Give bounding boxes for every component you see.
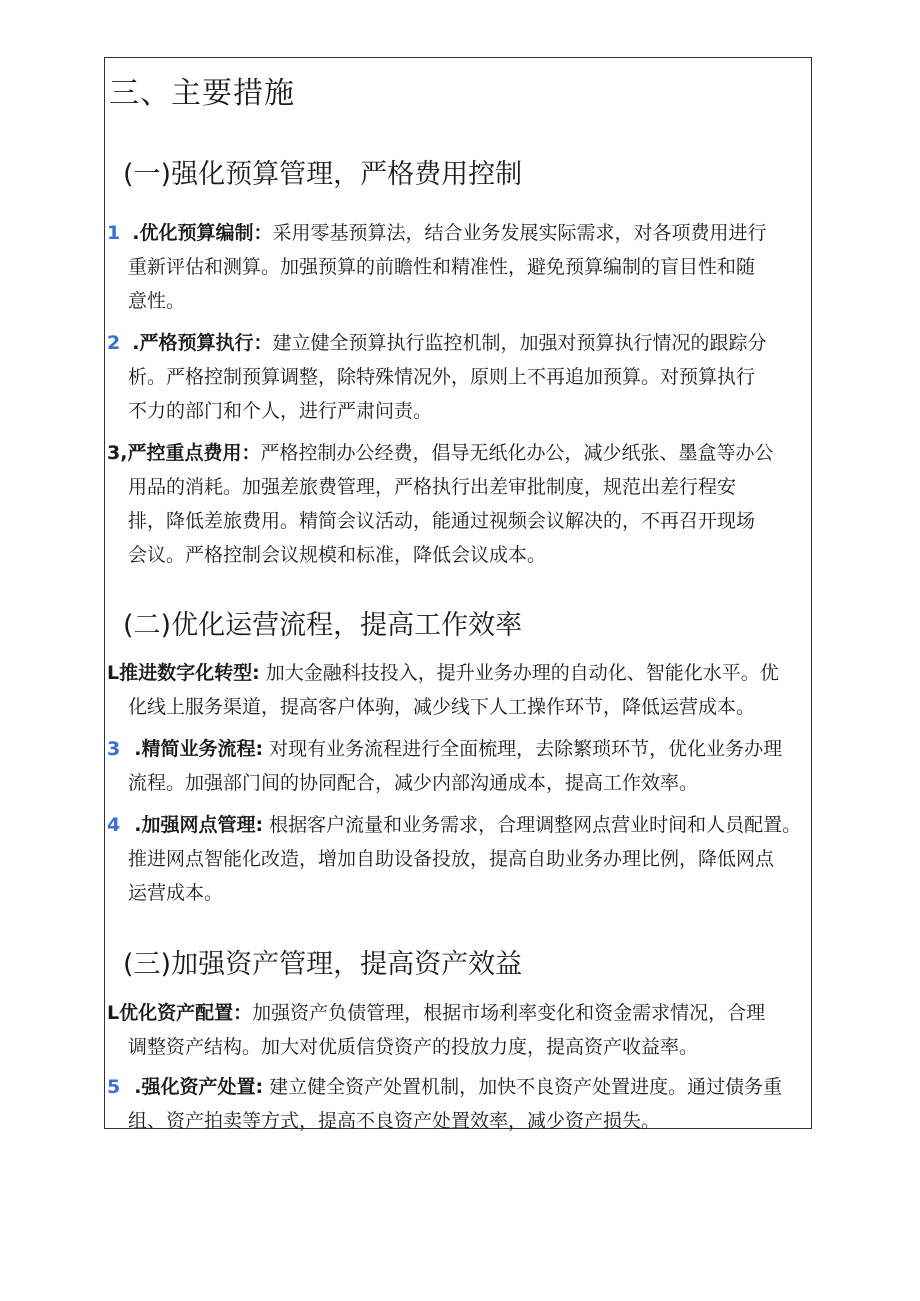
section-title: 三、主要措施	[109, 76, 295, 111]
item-lead: 优化资产配置：	[119, 1002, 253, 1024]
item-line: 建立健全资产处置机制，加快不良资产处置进度。通过债务重	[269, 1076, 783, 1098]
subsection-title-2: (二)优化运营流程，提高工作效率	[123, 610, 523, 641]
item-line: 排，降低差旅费用。精简会议活动，能通过视频会议解决的，不再召开现场	[128, 510, 756, 532]
item-line: 严格控制办公经费，倡导无纸化办公，减少纸张、墨盒等办公	[260, 442, 774, 464]
item-number: 3	[107, 738, 121, 760]
item-number: 5	[107, 1076, 121, 1098]
item-line: 根据客户流量和业务需求，合理调整网点营业时间和人员配置。	[269, 814, 802, 836]
item-line: 运营成本。	[128, 882, 224, 904]
content-frame	[104, 57, 812, 1132]
item-line: 重新评估和测算。加强预算的前瞻性和精准性，避免预算编制的盲目性和随	[128, 256, 756, 278]
item-line: 加大金融科技投入，提升业务办理的自动化、智能化水平。优	[265, 662, 779, 684]
item-line: 化线上服务渠道，提高客户体驹，减少线下人工操作环节，降低运营成本。	[128, 696, 756, 718]
item-line: 会议。严格控制会议规模和标准，降低会议成本。	[128, 544, 547, 566]
item-line: 调整资产结构。加大对优质信贷资产的投放力度，提高资产收益率。	[128, 1036, 699, 1058]
subsection-title-3: (三)加强资产管理，提高资产效益	[123, 949, 523, 980]
item-line: 采用零基预算法，结合业务发展实际需求，对各项费用进行	[272, 222, 767, 244]
item-line: 组、资产拍卖等方式，提高不良资产处置效率，减少资产损失。	[128, 1110, 661, 1132]
item-line: 推进网点智能化改造，增加自助设备投放，提高自助业务办理比例，降低网点	[128, 848, 775, 870]
item-lead: 推进数字化转型:	[119, 662, 260, 684]
item-line: 用品的消耗。加强差旅费管理，严格执行出差审批制度，规范出差行程安	[128, 476, 737, 498]
item-lead: 严控重点费用：	[127, 442, 261, 464]
item-line: 不力的部门和个人，进行严肃问责。	[128, 400, 433, 422]
item-lead: .强化资产处置:	[134, 1076, 264, 1098]
item-number: L	[107, 662, 120, 684]
item-lead: .精简业务流程:	[134, 738, 264, 760]
subsection-title-1: (一)强化预算管理，严格费用控制	[123, 159, 523, 190]
item-number: 1	[107, 222, 121, 244]
item-line: 对现有业务流程进行全面梳理，去除繁琐环节，优化业务办理	[269, 738, 783, 760]
item-line: 加强资产负债管理，根据市场利率变化和资金需求情况，合理	[252, 1002, 766, 1024]
item-number: 3,	[107, 442, 128, 464]
item-line: 建立健全预算执行监控机制，加强对预算执行情况的跟踪分	[272, 332, 767, 354]
item-lead: .严格预算执行：	[132, 332, 273, 354]
item-number: L	[107, 1002, 120, 1024]
item-number: 4	[107, 814, 121, 836]
item-line: 流程。加强部门间的协同配合，减少内部沟通成本，提高工作效率。	[128, 772, 699, 794]
item-number: 2	[107, 332, 121, 354]
item-line: 析。严格控制预算调整，除特殊情况外，原则上不再追加预算。对预算执行	[128, 366, 756, 388]
item-line: 意性。	[128, 290, 186, 312]
item-lead: .加强网点管理:	[134, 814, 264, 836]
item-lead: .优化预算编制：	[132, 222, 273, 244]
